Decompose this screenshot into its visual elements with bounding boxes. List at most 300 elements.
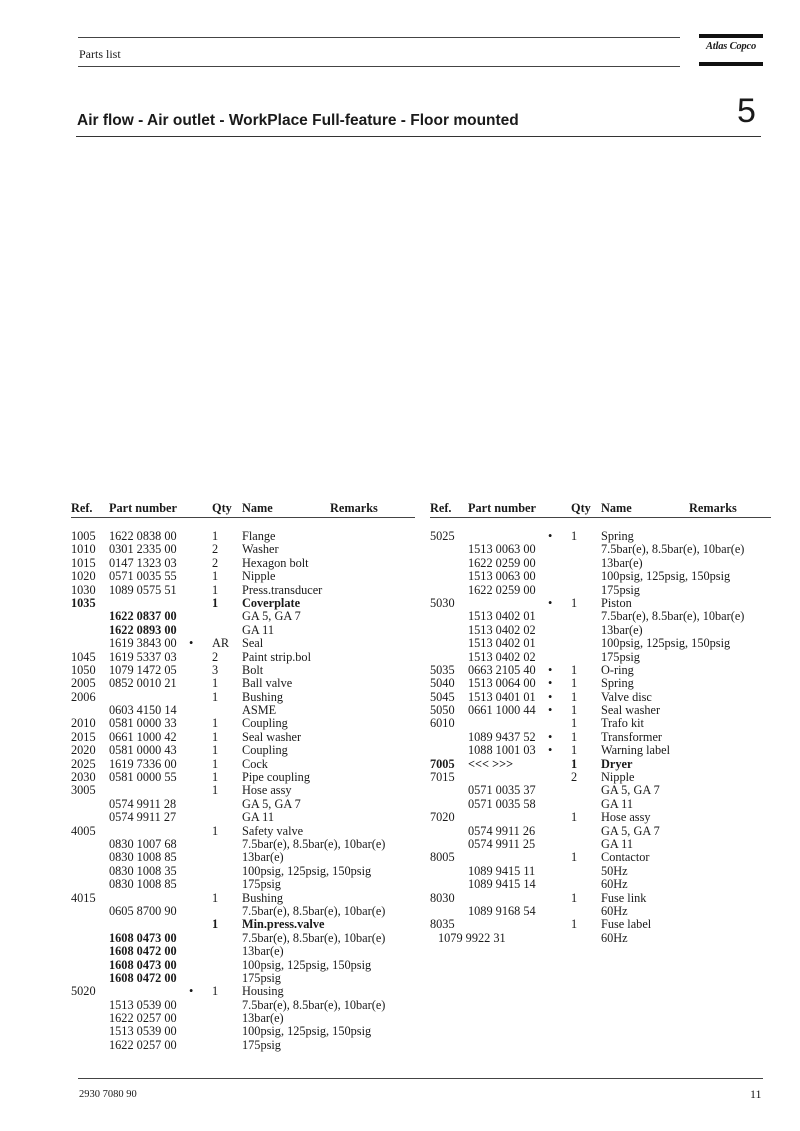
ref-cell: 5025 xyxy=(430,529,455,543)
part-number-cell: 1513 0539 00 xyxy=(109,1024,177,1039)
name-cell: 13bar(e) xyxy=(242,1011,284,1026)
ref-cell: 5035 xyxy=(430,662,455,677)
header-part-number: Part number xyxy=(109,501,177,515)
table-row xyxy=(430,825,771,838)
name-cell: GA 5, GA 7 xyxy=(242,796,301,811)
table-row xyxy=(71,704,415,717)
part-number-cell: 1622 0838 00 xyxy=(109,529,177,543)
name-cell: Housing xyxy=(242,984,284,999)
ref-cell: 2010 xyxy=(71,716,96,731)
name-cell: 100psig, 125psig, 150psig xyxy=(601,636,731,651)
table-row xyxy=(71,892,415,905)
table-row xyxy=(71,811,415,824)
part-number-cell: 0581 0000 33 xyxy=(109,716,177,731)
name-cell: 175psig xyxy=(601,582,640,597)
qty-cell: 1 xyxy=(571,703,578,718)
header-qty: Qty xyxy=(212,501,232,515)
header-name: Name xyxy=(242,501,273,515)
table-row xyxy=(430,932,771,945)
name-cell: 7.5bar(e), 8.5bar(e), 10bar(e) xyxy=(242,930,386,945)
header-ref: Ref. xyxy=(71,501,93,515)
name-cell: Coupling xyxy=(242,743,288,758)
table-rows xyxy=(430,530,771,945)
part-number-cell: 0574 9911 28 xyxy=(109,796,177,811)
table-row xyxy=(430,865,771,878)
ref-cell: 1045 xyxy=(71,649,96,664)
name-cell: 13bar(e) xyxy=(242,850,284,865)
part-number-cell: 0830 1008 85 xyxy=(109,877,177,892)
part-number-cell: 0147 1323 03 xyxy=(109,555,177,570)
ref-cell: 1005 xyxy=(71,529,96,543)
name-cell: Fuse link xyxy=(601,890,647,905)
name-cell: Contactor xyxy=(601,850,650,865)
name-cell: O-ring xyxy=(601,662,634,677)
name-cell: Hexagon bolt xyxy=(242,555,309,570)
qty-cell: 2 xyxy=(212,649,219,664)
footer-rule xyxy=(78,1078,763,1079)
table-row xyxy=(71,543,415,556)
part-number-cell: 0830 1008 85 xyxy=(109,850,177,865)
name-cell: Seal washer xyxy=(242,729,302,744)
table-row xyxy=(430,838,771,851)
part-number-cell: 1513 0063 00 xyxy=(468,569,536,584)
ref-cell: 5020 xyxy=(71,984,96,999)
part-number-cell: 0571 0035 55 xyxy=(109,569,177,584)
part-number-cell: <<< >>> xyxy=(468,756,514,771)
part-number-cell: 0571 0035 58 xyxy=(468,796,536,811)
name-cell: 100psig, 125psig, 150psig xyxy=(601,569,731,584)
table-row xyxy=(71,717,415,730)
table-row xyxy=(430,691,771,704)
name-cell: Hose assy xyxy=(242,783,292,798)
name-cell: 13bar(e) xyxy=(601,622,643,637)
part-number-cell: 1622 0257 00 xyxy=(109,1037,177,1052)
qty-cell: 1 xyxy=(571,676,578,691)
qty-cell: 2 xyxy=(212,555,219,570)
qty-cell: 1 xyxy=(212,569,219,584)
name-cell: Dryer xyxy=(601,756,633,771)
name-cell: GA 11 xyxy=(601,796,633,811)
table-row xyxy=(71,959,415,972)
ref-cell: 8030 xyxy=(430,890,455,905)
ref-cell: 2030 xyxy=(71,770,96,785)
part-number-cell: 0661 1000 44 xyxy=(468,703,536,718)
page-title: Air flow - Air outlet - WorkPlace Full-feature - Floor mounted xyxy=(77,112,519,129)
name-cell: Nipple xyxy=(242,569,276,584)
part-number-cell: 1608 0472 00 xyxy=(109,944,177,959)
part-number-cell: 1513 0063 00 xyxy=(468,542,536,557)
qty-cell: 1 xyxy=(212,729,219,744)
table-row xyxy=(71,798,415,811)
ref-cell: 5030 xyxy=(430,595,455,610)
spare-part-bullet: • xyxy=(548,595,553,610)
part-number-cell: 0852 0010 21 xyxy=(109,676,177,691)
part-number-cell: 0574 9911 25 xyxy=(468,836,536,851)
table-row xyxy=(71,664,415,677)
table-row xyxy=(430,758,771,771)
header-remarks: Remarks xyxy=(689,501,737,515)
ref-cell: 3005 xyxy=(71,783,96,798)
name-cell: 7.5bar(e), 8.5bar(e), 10bar(e) xyxy=(242,903,386,918)
table-row xyxy=(430,811,771,824)
name-cell: GA 5, GA 7 xyxy=(601,783,660,798)
name-cell: 100psig, 125psig, 150psig xyxy=(242,957,372,972)
table-row xyxy=(71,878,415,891)
qty-cell: 1 xyxy=(571,917,578,932)
qty-cell: 1 xyxy=(571,716,578,731)
ref-cell: 1050 xyxy=(71,662,96,677)
atlas-copco-logo xyxy=(699,34,763,70)
title-rule xyxy=(76,136,761,137)
part-number-cell: 1622 0837 00 xyxy=(109,609,177,624)
qty-cell: 1 xyxy=(212,716,219,731)
name-cell: Coupling xyxy=(242,716,288,731)
name-cell: Pipe coupling xyxy=(242,770,310,785)
name-cell: 13bar(e) xyxy=(601,555,643,570)
part-number-cell: 0571 0035 37 xyxy=(468,783,536,798)
table-row xyxy=(71,530,415,543)
spare-part-bullet: • xyxy=(548,703,553,718)
part-number-cell: 1619 7336 00 xyxy=(109,756,177,771)
table-row xyxy=(430,557,771,570)
qty-cell: 1 xyxy=(212,689,219,704)
logo-bottom-bar xyxy=(699,62,763,66)
qty-cell: 1 xyxy=(571,810,578,825)
qty-cell: 1 xyxy=(212,676,219,691)
table-row xyxy=(71,584,415,597)
table-row xyxy=(71,838,415,851)
header-part-number: Part number xyxy=(468,501,536,515)
table-row xyxy=(430,624,771,637)
table-row xyxy=(71,905,415,918)
table-row xyxy=(430,677,771,690)
qty-cell: 1 xyxy=(212,917,219,932)
part-number-cell: 0581 0000 55 xyxy=(109,770,177,785)
name-cell: Nipple xyxy=(601,770,635,785)
name-cell: Bolt xyxy=(242,662,264,677)
table-row xyxy=(71,865,415,878)
table-row xyxy=(71,651,415,664)
name-cell: GA 11 xyxy=(242,810,274,825)
ref-cell: 7020 xyxy=(430,810,455,825)
parts-table-right xyxy=(430,500,771,945)
table-row xyxy=(71,570,415,583)
table-row xyxy=(430,798,771,811)
name-cell: 50Hz xyxy=(601,863,628,878)
ref-cell: 8035 xyxy=(430,917,455,932)
table-row xyxy=(71,624,415,637)
ref-cell: 1010 xyxy=(71,542,96,557)
name-cell: Min.press.valve xyxy=(242,917,325,932)
name-cell: GA 11 xyxy=(601,836,633,851)
ref-cell: 4015 xyxy=(71,890,96,905)
qty-cell: 1 xyxy=(212,529,219,543)
part-number-cell: 0603 4150 14 xyxy=(109,703,177,718)
name-cell: Flange xyxy=(242,529,276,543)
qty-cell: 3 xyxy=(212,662,219,677)
table-header xyxy=(430,500,771,517)
qty-cell: 1 xyxy=(571,743,578,758)
table-row xyxy=(71,744,415,757)
header-qty: Qty xyxy=(571,501,591,515)
part-number-cell: 1079 1472 05 xyxy=(109,662,177,677)
ref-cell: 5050 xyxy=(430,703,455,718)
part-number-cell: 0661 1000 42 xyxy=(109,729,177,744)
table-row xyxy=(71,851,415,864)
name-cell: 175psig xyxy=(601,649,640,664)
qty-cell: 2 xyxy=(212,542,219,557)
table-row xyxy=(71,677,415,690)
header-rule-right xyxy=(430,517,771,518)
name-cell: Seal xyxy=(242,636,264,651)
name-cell: 60Hz xyxy=(601,877,628,892)
ref-cell: 5040 xyxy=(430,676,455,691)
ref-cell: 7005 xyxy=(430,756,455,771)
name-cell: Piston xyxy=(601,595,632,610)
table-row xyxy=(71,637,415,650)
part-number-cell: 1089 9168 54 xyxy=(468,903,536,918)
part-number-cell: 1622 0259 00 xyxy=(468,555,536,570)
name-cell: Ball valve xyxy=(242,676,293,691)
spare-part-bullet: • xyxy=(189,984,194,999)
part-number-cell: 1619 3843 00 xyxy=(109,636,177,651)
qty-cell: 1 xyxy=(212,823,219,838)
section-label: Parts list xyxy=(79,47,121,61)
ref-cell: 2015 xyxy=(71,729,96,744)
name-cell: Hose assy xyxy=(601,810,651,825)
part-number-cell: 0663 2105 40 xyxy=(468,662,536,677)
part-number-cell: 1079 9922 31 xyxy=(438,930,506,945)
table-row xyxy=(430,851,771,864)
table-row xyxy=(71,610,415,623)
name-cell: Cock xyxy=(242,756,268,771)
name-cell: 175psig xyxy=(242,970,281,985)
qty-cell: 2 xyxy=(571,770,578,785)
table-row xyxy=(430,905,771,918)
table-row xyxy=(71,825,415,838)
table-row xyxy=(430,637,771,650)
table-row xyxy=(430,530,771,543)
name-cell: GA 11 xyxy=(242,622,274,637)
part-number-cell: 1089 0575 51 xyxy=(109,582,177,597)
header-name: Name xyxy=(601,501,632,515)
ref-cell: 1035 xyxy=(71,595,96,610)
spare-part-bullet: • xyxy=(548,662,553,677)
qty-cell: 1 xyxy=(212,743,219,758)
name-cell: ASME xyxy=(242,703,277,718)
header-remarks: Remarks xyxy=(330,501,378,515)
qty-cell: 1 xyxy=(212,582,219,597)
table-row xyxy=(71,945,415,958)
qty-cell: 1 xyxy=(212,984,219,999)
qty-cell: 1 xyxy=(571,850,578,865)
qty-cell: 1 xyxy=(571,595,578,610)
qty-cell: 1 xyxy=(212,756,219,771)
part-number-cell: 1513 0401 01 xyxy=(468,689,536,704)
table-row xyxy=(430,584,771,597)
name-cell: Transformer xyxy=(601,729,663,744)
part-number-cell: 1608 0473 00 xyxy=(109,930,177,945)
table-row xyxy=(71,784,415,797)
table-row xyxy=(71,985,415,998)
name-cell: Bushing xyxy=(242,890,283,905)
table-row xyxy=(71,932,415,945)
part-number-cell: 1089 9437 52 xyxy=(468,729,536,744)
part-number-cell: 0830 1007 68 xyxy=(109,836,177,851)
ref-cell: 2006 xyxy=(71,689,96,704)
table-row xyxy=(71,758,415,771)
name-cell: Trafo kit xyxy=(601,716,644,731)
ref-cell: 2025 xyxy=(71,756,96,771)
name-cell: 7.5bar(e), 8.5bar(e), 10bar(e) xyxy=(601,609,745,624)
table-row xyxy=(430,704,771,717)
table-row xyxy=(71,597,415,610)
name-cell: Press.transducer xyxy=(242,582,323,597)
qty-cell: 1 xyxy=(571,689,578,704)
table-rows xyxy=(71,530,415,1052)
table-row xyxy=(71,1039,415,1052)
part-number-cell: 0301 2335 00 xyxy=(109,542,177,557)
name-cell: GA 5, GA 7 xyxy=(242,609,301,624)
table-row xyxy=(71,972,415,985)
table-row xyxy=(430,878,771,891)
name-cell: Paint strip.bol xyxy=(242,649,312,664)
table-row xyxy=(71,1012,415,1025)
ref-cell: 2005 xyxy=(71,676,96,691)
name-cell: 7.5bar(e), 8.5bar(e), 10bar(e) xyxy=(242,836,386,851)
name-cell: Washer xyxy=(242,542,279,557)
header-ref: Ref. xyxy=(430,501,452,515)
qty-cell: 1 xyxy=(571,756,578,771)
table-row xyxy=(430,784,771,797)
name-cell: 100psig, 125psig, 150psig xyxy=(242,1024,372,1039)
name-cell: 175psig xyxy=(242,1037,281,1052)
logo-brand-text: Atlas Copco xyxy=(705,41,756,52)
part-number-cell: 1089 9415 11 xyxy=(468,863,536,878)
chapter-number: 5 xyxy=(737,92,756,130)
table-row xyxy=(71,918,415,931)
logo-top-bar xyxy=(699,34,763,38)
table-row xyxy=(430,918,771,931)
ref-cell: 7015 xyxy=(430,770,455,785)
parts-table-left xyxy=(71,500,415,1052)
qty-cell: 1 xyxy=(212,770,219,785)
qty-cell: AR xyxy=(212,636,230,651)
spare-part-bullet: • xyxy=(548,529,553,543)
table-row xyxy=(430,664,771,677)
part-number-cell: 0605 8700 90 xyxy=(109,903,177,918)
name-cell: Spring xyxy=(601,529,634,543)
name-cell: Coverplate xyxy=(242,595,301,610)
table-row xyxy=(71,691,415,704)
part-number-cell: 1513 0402 02 xyxy=(468,622,536,637)
part-number-cell: 0830 1008 35 xyxy=(109,863,177,878)
ref-cell: 4005 xyxy=(71,823,96,838)
header-rule-left xyxy=(71,517,415,518)
name-cell: Bushing xyxy=(242,689,283,704)
name-cell: Safety valve xyxy=(242,823,304,838)
name-cell: 60Hz xyxy=(601,930,628,945)
table-header xyxy=(71,500,415,517)
table-row xyxy=(430,570,771,583)
spare-part-bullet: • xyxy=(548,689,553,704)
spare-part-bullet: • xyxy=(548,729,553,744)
name-cell: 7.5bar(e), 8.5bar(e), 10bar(e) xyxy=(242,997,386,1012)
part-number-cell: 1622 0893 00 xyxy=(109,622,177,637)
table-row xyxy=(430,892,771,905)
part-number-cell: 1513 0539 00 xyxy=(109,997,177,1012)
part-number-cell: 1608 0473 00 xyxy=(109,957,177,972)
name-cell: 7.5bar(e), 8.5bar(e), 10bar(e) xyxy=(601,542,745,557)
table-row xyxy=(71,557,415,570)
name-cell: Fuse label xyxy=(601,917,652,932)
part-number-cell: 1622 0259 00 xyxy=(468,582,536,597)
name-cell: Seal washer xyxy=(601,703,661,718)
qty-cell: 1 xyxy=(571,890,578,905)
name-cell: 100psig, 125psig, 150psig xyxy=(242,863,372,878)
qty-cell: 1 xyxy=(212,595,219,610)
ref-cell: 1020 xyxy=(71,569,96,584)
table-row xyxy=(71,1025,415,1038)
ref-cell: 1030 xyxy=(71,582,96,597)
part-number-cell: 1513 0402 01 xyxy=(468,636,536,651)
page-number: 11 xyxy=(750,1087,762,1101)
ref-cell: 8005 xyxy=(430,850,455,865)
part-number-cell: 0574 9911 26 xyxy=(468,823,536,838)
qty-cell: 1 xyxy=(212,783,219,798)
name-cell: Spring xyxy=(601,676,634,691)
ref-cell: 6010 xyxy=(430,716,455,731)
table-row xyxy=(71,999,415,1012)
qty-cell: 1 xyxy=(212,890,219,905)
table-row xyxy=(71,731,415,744)
header-rule xyxy=(78,37,680,38)
part-number-cell: 0574 9911 27 xyxy=(109,810,177,825)
part-number-cell: 1513 0402 02 xyxy=(468,649,536,664)
document-number: 2930 7080 90 xyxy=(79,1089,137,1100)
table-row xyxy=(71,771,415,784)
qty-cell: 1 xyxy=(571,662,578,677)
part-number-cell: 1513 0402 01 xyxy=(468,609,536,624)
name-cell: Warning label xyxy=(601,743,671,758)
part-number-cell: 1608 0472 00 xyxy=(109,970,177,985)
spare-part-bullet: • xyxy=(548,676,553,691)
part-number-cell: 1619 5337 03 xyxy=(109,649,177,664)
part-number-cell: 1622 0257 00 xyxy=(109,1011,177,1026)
part-number-cell: 1089 9415 14 xyxy=(468,877,536,892)
spare-part-bullet: • xyxy=(189,636,194,651)
table-row xyxy=(430,731,771,744)
name-cell: 13bar(e) xyxy=(242,944,284,959)
table-row xyxy=(430,744,771,757)
name-cell: Valve disc xyxy=(601,689,652,704)
ref-cell: 1015 xyxy=(71,555,96,570)
name-cell: GA 5, GA 7 xyxy=(601,823,660,838)
qty-cell: 1 xyxy=(571,729,578,744)
table-row xyxy=(430,771,771,784)
ref-cell: 2020 xyxy=(71,743,96,758)
part-number-cell: 1513 0064 00 xyxy=(468,676,536,691)
qty-cell: 1 xyxy=(571,529,578,543)
table-row xyxy=(430,597,771,610)
name-cell: 60Hz xyxy=(601,903,628,918)
name-cell: 175psig xyxy=(242,877,281,892)
part-number-cell: 0581 0000 43 xyxy=(109,743,177,758)
spare-part-bullet: • xyxy=(548,743,553,758)
header-underline xyxy=(78,66,680,67)
table-row xyxy=(430,651,771,664)
ref-cell: 5045 xyxy=(430,689,455,704)
